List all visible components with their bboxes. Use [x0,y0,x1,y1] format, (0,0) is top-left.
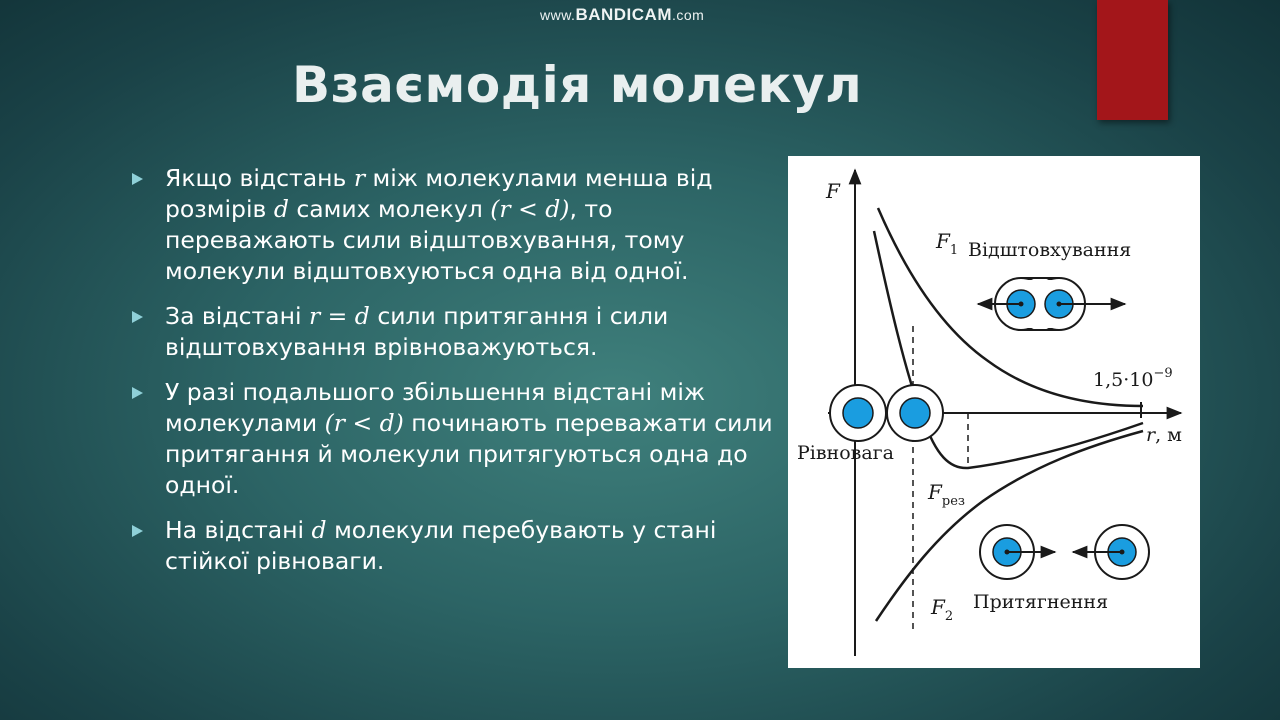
y-axis-label: F [826,179,840,203]
bullet-item: За відстані r = d сили притягання і сили відштовхування врівноважуються. [130,301,790,363]
triangle-bullet-icon [132,525,143,537]
repulsion-label: Відштовхування [968,239,1132,261]
attraction-label: Притягнення [973,591,1109,613]
fres-label: $F_{рез}$ [928,480,965,509]
watermark: www.BANDICAM.com [540,5,705,24]
scale-label: $1,5\cdot 10^{-9}$ [1093,366,1173,391]
equilibrium-label: Рівновага [797,442,894,464]
bullet-item: На відстані d молекули перебувають у стані стійкої рівноваги. [130,515,790,577]
attracting-molecules-icon [980,525,1149,579]
triangle-bullet-icon [132,173,143,185]
bullet-item: Якщо відстань r між молекулами менша від розмірів d самих молекул (r < d), то переважають сили відштовхування, тому молекули відштовхуються одна від одної. [130,163,790,287]
f2-label: $F_2$ [931,595,954,624]
bullet-item: У разі подальшого збільшення відстані між молекулами (r < d) починають переважати сили притягання й молекули притягуються одна до одної. [130,377,790,501]
slide-title: Взаємодія молекул [292,56,863,114]
force-diagram [788,156,1200,668]
f1-label: $F_1$ [936,229,959,258]
triangle-bullet-icon [132,311,143,323]
triangle-bullet-icon [132,387,143,399]
bullet-list [130,163,790,591]
accent-rectangle [1097,0,1168,120]
equilibrium-molecules-icon [830,385,943,441]
repulsing-molecules-icon [978,278,1125,330]
x-axis-label: r, м [1146,424,1182,446]
